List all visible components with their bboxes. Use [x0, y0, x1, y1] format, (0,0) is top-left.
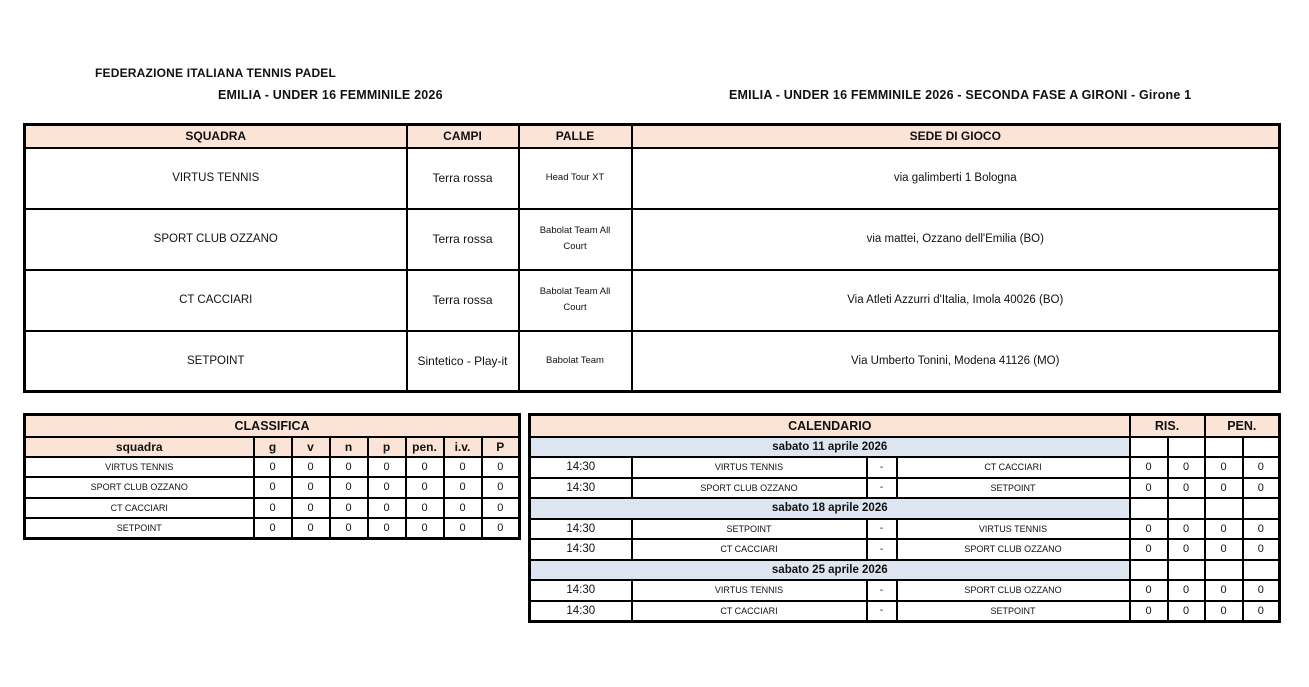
away-team: SPORT CLUB OZZANO [897, 539, 1130, 560]
match-time: 14:30 [530, 478, 632, 499]
penalty-score-cell: 0 [1205, 457, 1243, 478]
home-team: SETPOINT [632, 519, 867, 540]
team-row [25, 270, 1280, 331]
team-name-cell: CT CACCIARI [25, 270, 407, 331]
standings-row [25, 498, 520, 519]
empty-score-cell [1243, 560, 1280, 581]
match-row [530, 580, 1280, 601]
empty-score-cell [1205, 560, 1243, 581]
match-time: 14:30 [530, 601, 632, 622]
result-score-cell: 0 [1168, 539, 1205, 560]
balls-cell: Babolat Team All Court [519, 270, 632, 331]
team-name-cell: VIRTUS TENNIS [25, 148, 407, 209]
away-team: CT CACCIARI [897, 457, 1130, 478]
team-row [25, 148, 1280, 209]
standings-row [25, 518, 520, 539]
result-score-cell: 0 [1168, 601, 1205, 622]
penalty-score-cell: 0 [1243, 519, 1280, 540]
standings-n-cell: 0 [330, 518, 368, 539]
standings-points-cell: 0 [482, 457, 520, 478]
penalty-score-cell: 0 [1243, 478, 1280, 499]
balls-cell: Babolat Team All Court [519, 209, 632, 270]
empty-score-cell [1130, 560, 1168, 581]
team-name-cell: SETPOINT [25, 331, 407, 392]
standings-team-cell: VIRTUS TENNIS [25, 457, 254, 478]
calendar-pen-header: PEN. [1205, 415, 1280, 437]
result-score-cell: 0 [1130, 601, 1168, 622]
calendar-ris-header: RIS. [1130, 415, 1205, 437]
away-team: SPORT CLUB OZZANO [897, 580, 1130, 601]
competition-title-right: EMILIA - UNDER 16 FEMMINILE 2026 - SECONDA FASE A GIRONI - Girone 1 [729, 88, 1192, 102]
competition-title-left: EMILIA - UNDER 16 FEMMINILE 2026 [218, 88, 443, 102]
home-team: CT CACCIARI [632, 601, 867, 622]
empty-score-cell [1130, 498, 1168, 519]
standings-col-p: p [368, 437, 406, 457]
standings-table [23, 413, 521, 540]
standings-title-row [25, 415, 520, 437]
standings-v-cell: 0 [292, 477, 330, 498]
standings-points-cell: 0 [482, 518, 520, 539]
standings-g-cell: 0 [254, 498, 292, 519]
home-team: SPORT CLUB OZZANO [632, 478, 867, 499]
standings-p-cell: 0 [368, 457, 406, 478]
standings-p-cell: 0 [368, 518, 406, 539]
venue-cell: Via Umberto Tonini, Modena 41126 (MO) [632, 331, 1280, 392]
standings-col-n: n [330, 437, 368, 457]
court-type-cell: Terra rossa [407, 270, 519, 331]
penalty-score-cell: 0 [1243, 601, 1280, 622]
calendar-title-row [530, 415, 1280, 437]
result-score-cell: 0 [1130, 519, 1168, 540]
standings-col-iv: i.v. [444, 437, 482, 457]
match-row [530, 539, 1280, 560]
balls-cell: Babolat Team [519, 331, 632, 392]
empty-score-cell [1168, 437, 1205, 458]
standings-pen-cell: 0 [406, 518, 444, 539]
vs-separator: - [867, 519, 897, 540]
standings-g-cell: 0 [254, 457, 292, 478]
result-score-cell: 0 [1130, 580, 1168, 601]
standings-n-cell: 0 [330, 498, 368, 519]
teams-col-sede: SEDE DI GIOCO [632, 125, 1280, 148]
empty-score-cell [1205, 437, 1243, 458]
away-team: SETPOINT [897, 601, 1130, 622]
court-type-cell: Sintetico - Play-it [407, 331, 519, 392]
standings-col-v: v [292, 437, 330, 457]
team-row [25, 209, 1280, 270]
calendar-date-row [530, 498, 1280, 519]
vs-separator: - [867, 457, 897, 478]
teams-table [23, 123, 1281, 393]
venue-cell: via galimberti 1 Bologna [632, 148, 1280, 209]
calendar-date-row [530, 437, 1280, 458]
standings-g-cell: 0 [254, 477, 292, 498]
standings-header-row [25, 437, 520, 457]
standings-points-cell: 0 [482, 498, 520, 519]
standings-col-squadra: squadra [25, 437, 254, 457]
standings-row [25, 477, 520, 498]
penalty-score-cell: 0 [1205, 478, 1243, 499]
result-score-cell: 0 [1130, 457, 1168, 478]
venue-cell: Via Atleti Azzurri d'Italia, Imola 40026 (BO) [632, 270, 1280, 331]
penalty-score-cell: 0 [1243, 539, 1280, 560]
result-score-cell: 0 [1168, 580, 1205, 601]
vs-separator: - [867, 601, 897, 622]
match-time: 14:30 [530, 539, 632, 560]
standings-team-cell: SETPOINT [25, 518, 254, 539]
standings-g-cell: 0 [254, 518, 292, 539]
standings-p-cell: 0 [368, 477, 406, 498]
vs-separator: - [867, 580, 897, 601]
match-time: 14:30 [530, 519, 632, 540]
result-score-cell: 0 [1168, 478, 1205, 499]
match-row [530, 457, 1280, 478]
court-type-cell: Terra rossa [407, 209, 519, 270]
venue-cell: via mattei, Ozzano dell'Emilia (BO) [632, 209, 1280, 270]
away-team: VIRTUS TENNIS [897, 519, 1130, 540]
home-team: VIRTUS TENNIS [632, 580, 867, 601]
standings-points-cell: 0 [482, 477, 520, 498]
match-row [530, 519, 1280, 540]
court-type-cell: Terra rossa [407, 148, 519, 209]
penalty-score-cell: 0 [1205, 580, 1243, 601]
home-team: CT CACCIARI [632, 539, 867, 560]
standings-iv-cell: 0 [444, 457, 482, 478]
vs-separator: - [867, 478, 897, 499]
result-score-cell: 0 [1168, 519, 1205, 540]
standings-iv-cell: 0 [444, 477, 482, 498]
teams-col-squadra: SQUADRA [25, 125, 407, 148]
result-score-cell: 0 [1130, 478, 1168, 499]
penalty-score-cell: 0 [1205, 601, 1243, 622]
result-score-cell: 0 [1168, 457, 1205, 478]
vs-separator: - [867, 539, 897, 560]
teams-header-row [25, 125, 1280, 148]
standings-team-cell: CT CACCIARI [25, 498, 254, 519]
match-time: 14:30 [530, 457, 632, 478]
penalty-score-cell: 0 [1205, 519, 1243, 540]
match-row [530, 478, 1280, 499]
standings-n-cell: 0 [330, 477, 368, 498]
standings-col-pen: pen. [406, 437, 444, 457]
standings-pen-cell: 0 [406, 457, 444, 478]
match-time: 14:30 [530, 580, 632, 601]
match-row [530, 601, 1280, 622]
standings-row [25, 457, 520, 478]
team-name-cell: SPORT CLUB OZZANO [25, 209, 407, 270]
standings-col-g: g [254, 437, 292, 457]
penalty-score-cell: 0 [1205, 539, 1243, 560]
empty-score-cell [1130, 437, 1168, 458]
empty-score-cell [1243, 437, 1280, 458]
calendar-title: CALENDARIO [530, 415, 1130, 437]
team-row [25, 331, 1280, 392]
empty-score-cell [1168, 560, 1205, 581]
standings-v-cell: 0 [292, 498, 330, 519]
standings-v-cell: 0 [292, 518, 330, 539]
standings-iv-cell: 0 [444, 518, 482, 539]
away-team: SETPOINT [897, 478, 1130, 499]
standings-col-points: P [482, 437, 520, 457]
teams-col-campi: CAMPI [407, 125, 519, 148]
match-date: sabato 25 aprile 2026 [530, 560, 1130, 581]
standings-p-cell: 0 [368, 498, 406, 519]
empty-score-cell [1205, 498, 1243, 519]
standings-team-cell: SPORT CLUB OZZANO [25, 477, 254, 498]
penalty-score-cell: 0 [1243, 457, 1280, 478]
standings-pen-cell: 0 [406, 498, 444, 519]
result-score-cell: 0 [1130, 539, 1168, 560]
calendar-date-row [530, 560, 1280, 581]
calendar-table [528, 413, 1281, 623]
empty-score-cell [1243, 498, 1280, 519]
standings-pen-cell: 0 [406, 477, 444, 498]
balls-cell: Head Tour XT [519, 148, 632, 209]
standings-n-cell: 0 [330, 457, 368, 478]
match-date: sabato 18 aprile 2026 [530, 498, 1130, 519]
match-date: sabato 11 aprile 2026 [530, 437, 1130, 458]
federation-title: FEDERAZIONE ITALIANA TENNIS PADEL [95, 66, 337, 80]
standings-v-cell: 0 [292, 457, 330, 478]
standings-title: CLASSIFICA [25, 415, 520, 437]
teams-col-palle: PALLE [519, 125, 632, 148]
home-team: VIRTUS TENNIS [632, 457, 867, 478]
standings-iv-cell: 0 [444, 498, 482, 519]
empty-score-cell [1168, 498, 1205, 519]
penalty-score-cell: 0 [1243, 580, 1280, 601]
